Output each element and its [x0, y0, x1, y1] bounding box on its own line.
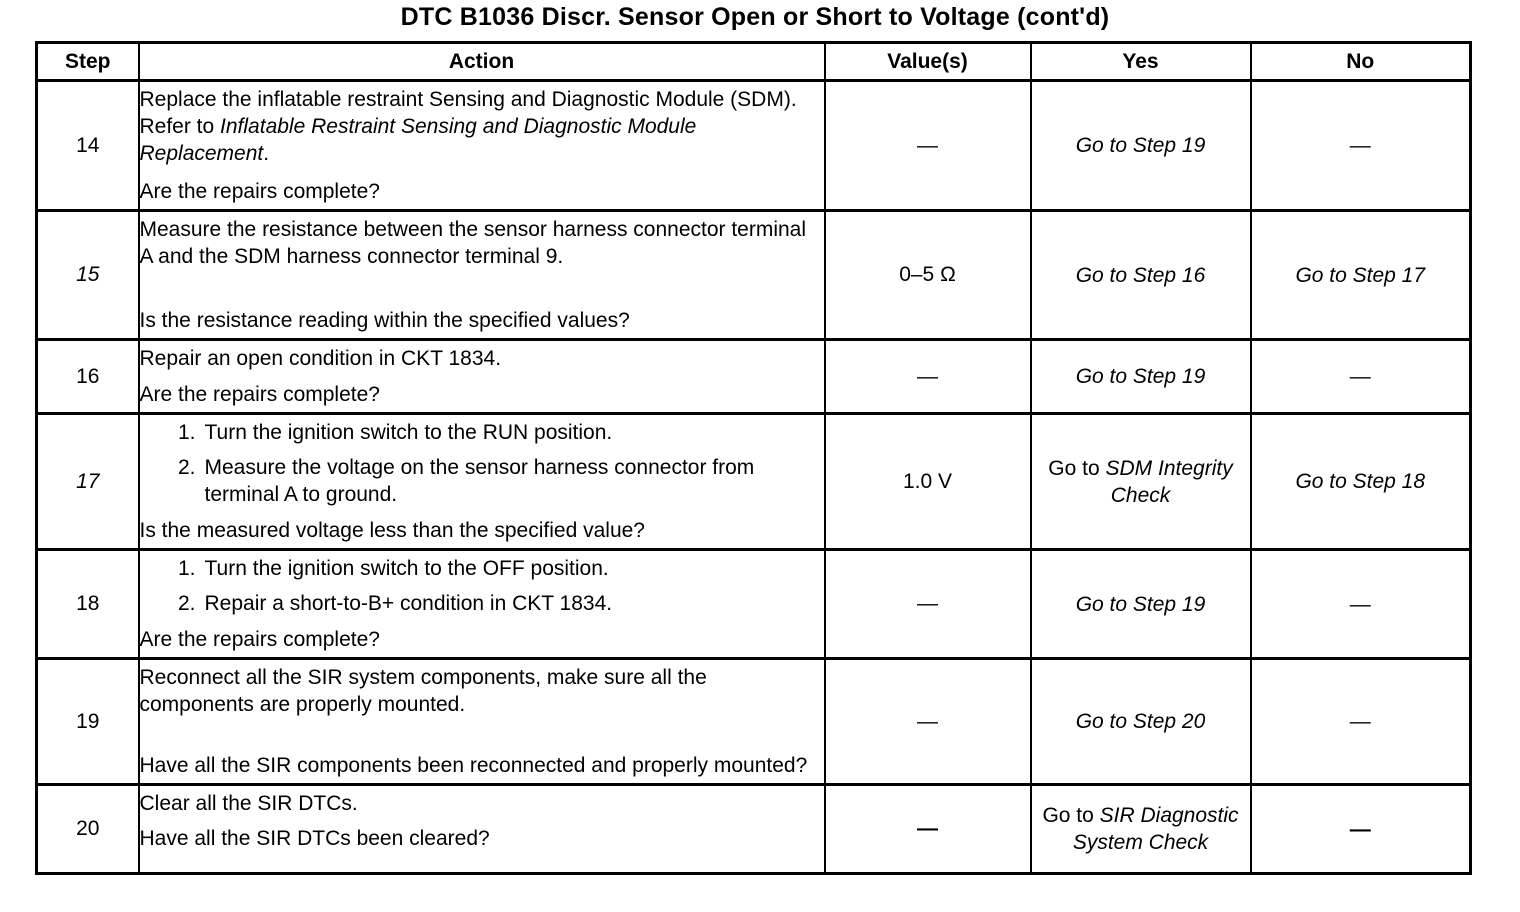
action-question: Are the repairs complete? — [139, 180, 380, 203]
action-text: Clear all the SIR DTCs. — [139, 792, 358, 815]
diagnostic-table — [35, 41, 1472, 875]
list-item: 1. Turn the ignition switch to the RUN position. — [177, 421, 613, 444]
yes-cell: Go to Step 20 — [1031, 659, 1251, 785]
reference-link-text: SDM Integrity Check — [1105, 456, 1233, 507]
yes-cell: Go to Step 19 — [1031, 340, 1251, 414]
table-row — [37, 340, 1471, 414]
action-cell — [139, 340, 825, 414]
step-number: 18 — [37, 550, 139, 659]
list-item: 1. Turn the ignition switch to the OFF position. — [177, 557, 609, 580]
action-text: Repair an open condition in CKT 1834. — [139, 347, 502, 370]
value-cell: — — [825, 659, 1031, 785]
yes-cell: Go to SDM Integrity Check — [1031, 414, 1251, 550]
action-question: Have all the SIR components been reconnected and properly mounted? — [139, 754, 808, 777]
no-cell: — — [1251, 659, 1471, 785]
action-question: Are the repairs complete? — [139, 383, 380, 406]
step-number: 16 — [37, 340, 139, 414]
page-title: DTC B1036 Discr. Sensor Open or Short to Voltage (cont'd) — [400, 3, 1110, 31]
no-cell: — — [1251, 81, 1471, 211]
action-cell — [139, 785, 825, 874]
action-question: Are the repairs complete? — [139, 628, 380, 651]
no-cell: Go to Step 18 — [1251, 414, 1471, 550]
header-row — [37, 43, 1471, 81]
table-row — [37, 81, 1471, 211]
value-cell: — — [825, 785, 1031, 874]
action-cell — [139, 81, 825, 211]
step-number: 19 — [37, 659, 139, 785]
table-row — [37, 414, 1471, 550]
yes-cell: Go to Step 16 — [1031, 211, 1251, 340]
procedure-list — [140, 419, 824, 516]
reference-link-text: Inflatable Restraint Sensing and Diagnostic Module Replacement — [139, 115, 697, 165]
table-row — [37, 659, 1471, 785]
action-question: Have all the SIR DTCs been cleared? — [139, 827, 490, 850]
no-cell: — — [1251, 785, 1471, 874]
action-cell — [139, 211, 825, 340]
action-question: Is the measured voltage less than the specified value? — [139, 519, 645, 542]
header-action: Action — [139, 43, 825, 81]
reference-link-text: SIR Diagnostic System Check — [1072, 804, 1239, 854]
step-number: 14 — [37, 81, 139, 211]
value-cell: — — [825, 550, 1031, 659]
table-row — [37, 785, 1471, 874]
value-cell: — — [825, 340, 1031, 414]
action-question: Is the resistance reading within the specified values? — [139, 309, 630, 332]
list-item: 2. Repair a short-to-B+ condition in CKT 1834. — [177, 592, 613, 615]
value-cell: 1.0 V — [825, 414, 1031, 550]
no-cell: Go to Step 17 — [1251, 211, 1471, 340]
header-values: Value(s) — [825, 43, 1031, 81]
action-cell — [139, 414, 825, 550]
no-cell: — — [1251, 340, 1471, 414]
step-number: 17 — [37, 414, 139, 550]
action-text: Measure the resistance between the sensor harness connector terminal A and the SDM harness connector terminal 9. — [139, 218, 807, 268]
action-text: Replace the inflatable restraint Sensing and Diagnostic Module (SDM). Refer to Inflatable Restraint Sensing and Diagnostic Module Replacement. — [139, 88, 797, 165]
table-row — [37, 550, 1471, 659]
table-row — [37, 211, 1471, 340]
step-number: 15 — [37, 211, 139, 340]
action-text: Reconnect all the SIR system components, make sure all the components are properly mounted. — [139, 666, 707, 716]
yes-cell: Go to Step 19 — [1031, 81, 1251, 211]
value-cell: — — [825, 81, 1031, 211]
yes-cell: Go to Step 19 — [1031, 550, 1251, 659]
header-step: Step — [37, 43, 139, 81]
no-cell: — — [1251, 550, 1471, 659]
procedure-list — [140, 555, 824, 625]
list-item: 2. Measure the voltage on the sensor harness connector from terminal A to ground. — [177, 456, 755, 506]
header-no: No — [1251, 43, 1471, 81]
value-cell: 0–5 Ω — [825, 211, 1031, 340]
action-cell — [139, 659, 825, 785]
header-yes: Yes — [1031, 43, 1251, 81]
yes-cell: Go to SIR Diagnostic System Check — [1031, 785, 1251, 874]
action-cell — [139, 550, 825, 659]
step-number: 20 — [37, 785, 139, 874]
